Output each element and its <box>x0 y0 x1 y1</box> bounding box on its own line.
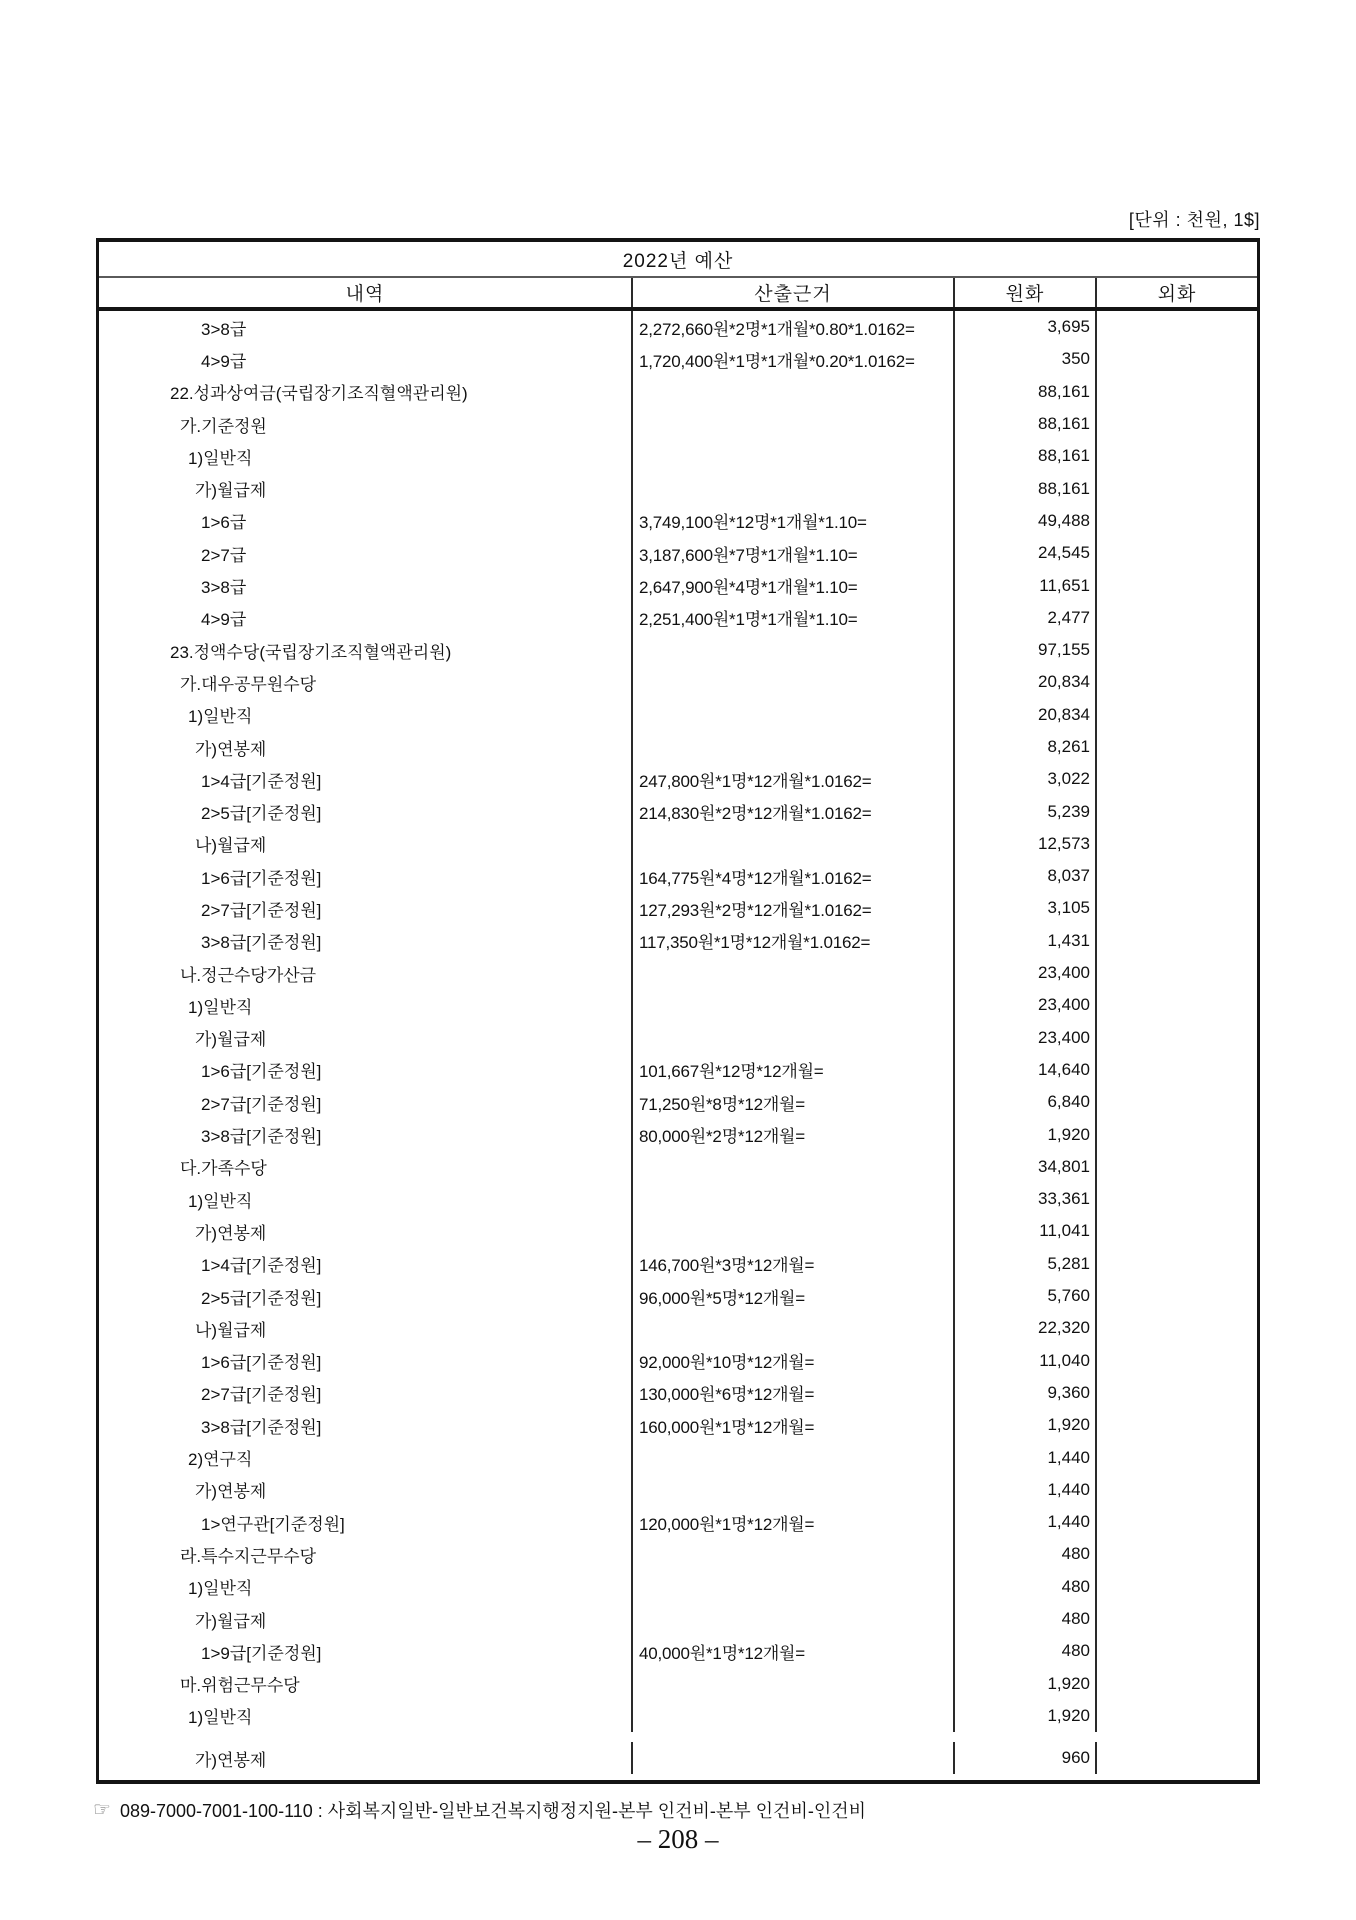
row-calculation: 1,720,400원*1명*1개월*0.20*1.0162= <box>633 343 955 375</box>
row-label: 4>9급 <box>99 343 633 375</box>
row-label: 1)일반직 <box>99 989 633 1021</box>
page-number: – 208 – <box>637 1824 719 1854</box>
row-fx-amount <box>1097 1700 1257 1732</box>
table-row <box>99 1118 1257 1150</box>
table-row <box>99 1603 1257 1635</box>
table-row <box>99 1506 1257 1538</box>
row-label: 2>5급[기준정원] <box>99 1280 633 1312</box>
row-krw-amount: 6,840 <box>955 1086 1097 1118</box>
table-row <box>99 602 1257 634</box>
row-krw-amount: 1,920 <box>955 1409 1097 1441</box>
row-label: 가)월급제 <box>99 1603 633 1635</box>
row-fx-amount <box>1097 1409 1257 1441</box>
row-krw-amount: 11,041 <box>955 1215 1097 1247</box>
row-label: 2)연구직 <box>99 1441 633 1473</box>
row-fx-amount <box>1097 925 1257 957</box>
row-fx-amount <box>1097 1054 1257 1086</box>
table-row <box>99 311 1257 343</box>
row-calculation <box>633 408 955 440</box>
row-calculation <box>633 1183 955 1215</box>
table-row <box>99 1215 1257 1247</box>
footnote <box>93 1797 866 1823</box>
row-calculation: 214,830원*2명*12개월*1.0162= <box>633 795 955 827</box>
row-calculation <box>633 666 955 698</box>
table-row <box>99 376 1257 408</box>
table-row <box>99 505 1257 537</box>
row-fx-amount <box>1097 860 1257 892</box>
row-fx-amount <box>1097 1215 1257 1247</box>
row-label: 2>7급[기준정원] <box>99 1086 633 1118</box>
row-fx-amount <box>1097 731 1257 763</box>
row-krw-amount: 3,022 <box>955 763 1097 795</box>
row-fx-amount <box>1097 1474 1257 1506</box>
row-calculation <box>633 1667 955 1699</box>
row-fx-amount <box>1097 408 1257 440</box>
row-krw-amount: 88,161 <box>955 408 1097 440</box>
row-krw-amount: 14,640 <box>955 1054 1097 1086</box>
row-label: 1)일반직 <box>99 440 633 472</box>
row-label: 가)연봉제 <box>99 731 633 763</box>
table-row <box>99 1312 1257 1344</box>
row-krw-amount: 88,161 <box>955 376 1097 408</box>
table-row <box>99 731 1257 763</box>
table-row <box>99 472 1257 504</box>
row-krw-amount: 5,760 <box>955 1280 1097 1312</box>
row-krw-amount: 11,651 <box>955 569 1097 601</box>
row-fx-amount <box>1097 1248 1257 1280</box>
row-calculation: 80,000원*2명*12개월= <box>633 1118 955 1150</box>
row-fx-amount <box>1097 1312 1257 1344</box>
row-label: 가)연봉제 <box>99 1474 633 1506</box>
column-header-detail: 내역 <box>99 278 633 307</box>
row-fx-amount <box>1097 1345 1257 1377</box>
row-fx-amount <box>1097 569 1257 601</box>
row-label: 나.정근수당가산금 <box>99 957 633 989</box>
row-label: 3>8급 <box>99 311 633 343</box>
row-calculation: 96,000원*5명*12개월= <box>633 1280 955 1312</box>
row-calculation <box>633 989 955 1021</box>
table-row <box>99 860 1257 892</box>
row-krw-amount: 480 <box>955 1635 1097 1667</box>
row-calculation: 40,000원*1명*12개월= <box>633 1635 955 1667</box>
row-fx-amount <box>1097 1538 1257 1570</box>
row-calculation: 3,749,100원*12명*1개월*1.10= <box>633 505 955 537</box>
row-fx-amount <box>1097 989 1257 1021</box>
table-row <box>99 1345 1257 1377</box>
row-krw-amount: 9,360 <box>955 1377 1097 1409</box>
table-title: 2022년 예산 <box>99 242 1257 278</box>
table-row <box>99 763 1257 795</box>
row-fx-amount <box>1097 666 1257 698</box>
row-krw-amount: 33,361 <box>955 1183 1097 1215</box>
table-row <box>99 828 1257 860</box>
row-label: 3>8급[기준정원] <box>99 1409 633 1441</box>
table-row <box>99 1700 1257 1732</box>
column-header-calculation: 산출근거 <box>633 278 955 307</box>
row-calculation: 2,251,400원*1명*1개월*1.10= <box>633 602 955 634</box>
row-fx-amount <box>1097 1441 1257 1473</box>
row-fx-amount <box>1097 311 1257 343</box>
row-krw-amount: 5,281 <box>955 1248 1097 1280</box>
row-label: 23.정액수당(국립장기조직혈액관리원) <box>99 634 633 666</box>
row-fx-amount <box>1097 892 1257 924</box>
row-calculation: 2,272,660원*2명*1개월*0.80*1.0162= <box>633 311 955 343</box>
row-fx-amount <box>1097 1742 1257 1774</box>
row-calculation: 164,775원*4명*12개월*1.0162= <box>633 860 955 892</box>
table-row <box>99 957 1257 989</box>
row-label: 나)월급제 <box>99 1312 633 1344</box>
row-calculation <box>633 1022 955 1054</box>
row-calculation <box>633 1215 955 1247</box>
row-label: 1)일반직 <box>99 1183 633 1215</box>
row-krw-amount: 49,488 <box>955 505 1097 537</box>
row-label: 가)월급제 <box>99 472 633 504</box>
row-label: 2>7급[기준정원] <box>99 892 633 924</box>
row-krw-amount: 8,261 <box>955 731 1097 763</box>
table-row <box>99 666 1257 698</box>
row-calculation <box>633 699 955 731</box>
row-krw-amount: 5,239 <box>955 795 1097 827</box>
unit-label: [단위 : 천원, 1$] <box>1128 210 1260 230</box>
row-calculation: 3,187,600원*7명*1개월*1.10= <box>633 537 955 569</box>
row-label: 1>연구관[기준정원] <box>99 1506 633 1538</box>
row-fx-amount <box>1097 699 1257 731</box>
row-krw-amount: 34,801 <box>955 1151 1097 1183</box>
table-row <box>99 1474 1257 1506</box>
table-row <box>99 537 1257 569</box>
row-fx-amount <box>1097 537 1257 569</box>
row-fx-amount <box>1097 763 1257 795</box>
row-fx-amount <box>1097 1151 1257 1183</box>
table-row <box>99 1667 1257 1699</box>
table-row <box>99 925 1257 957</box>
row-calculation: 2,647,900원*4명*1개월*1.10= <box>633 569 955 601</box>
row-krw-amount: 1,920 <box>955 1118 1097 1150</box>
row-krw-amount: 20,834 <box>955 666 1097 698</box>
table-row <box>99 1248 1257 1280</box>
row-calculation <box>633 440 955 472</box>
table-row <box>99 989 1257 1021</box>
column-header-krw: 원화 <box>955 278 1097 307</box>
table-row <box>99 1538 1257 1570</box>
row-calculation <box>633 1474 955 1506</box>
row-fx-amount <box>1097 1118 1257 1150</box>
pointing-hand-icon: ☞ <box>93 1799 111 1821</box>
row-calculation: 247,800원*1명*12개월*1.0162= <box>633 763 955 795</box>
row-calculation <box>633 376 955 408</box>
row-label: 1)일반직 <box>99 699 633 731</box>
row-fx-amount <box>1097 634 1257 666</box>
table-body <box>99 311 1257 1780</box>
row-calculation: 120,000원*1명*12개월= <box>633 1506 955 1538</box>
row-label: 1>6급 <box>99 505 633 537</box>
row-fx-amount <box>1097 1603 1257 1635</box>
row-label: 1>9급[기준정원] <box>99 1635 633 1667</box>
row-fx-amount <box>1097 343 1257 375</box>
row-krw-amount: 1,920 <box>955 1667 1097 1699</box>
footnote-text: 089-7000-7001-100-110 : 사회복지일반-일반보건복지행정지원-본부 인건비-본부 인건비-인건비 <box>119 1801 866 1821</box>
table-row <box>99 1571 1257 1603</box>
row-krw-amount: 1,440 <box>955 1474 1097 1506</box>
row-fx-amount <box>1097 1635 1257 1667</box>
table-row <box>99 1183 1257 1215</box>
row-fx-amount <box>1097 828 1257 860</box>
row-krw-amount: 1,431 <box>955 925 1097 957</box>
column-header-fx: 외화 <box>1157 284 1197 305</box>
table-row <box>99 569 1257 601</box>
row-fx-amount <box>1097 795 1257 827</box>
row-label: 다.가족수당 <box>99 1151 633 1183</box>
row-label: 2>7급[기준정원] <box>99 1377 633 1409</box>
table-row <box>99 795 1257 827</box>
row-label: 라.특수지근무수당 <box>99 1538 633 1570</box>
row-calculation: 130,000원*6명*12개월= <box>633 1377 955 1409</box>
row-krw-amount: 960 <box>955 1742 1097 1774</box>
row-krw-amount: 97,155 <box>955 634 1097 666</box>
row-fx-amount <box>1097 1086 1257 1118</box>
row-calculation <box>633 1571 955 1603</box>
row-label: 1)일반직 <box>99 1571 633 1603</box>
row-calculation <box>633 1742 955 1774</box>
budget-table <box>96 238 1260 1784</box>
table-row <box>99 1441 1257 1473</box>
row-calculation <box>633 1700 955 1732</box>
row-calculation: 146,700원*3명*12개월= <box>633 1248 955 1280</box>
row-calculation: 101,667원*12명*12개월= <box>633 1054 955 1086</box>
row-krw-amount: 480 <box>955 1571 1097 1603</box>
row-krw-amount: 11,040 <box>955 1345 1097 1377</box>
row-calculation <box>633 828 955 860</box>
row-krw-amount: 24,545 <box>955 537 1097 569</box>
row-label: 4>9급 <box>99 602 633 634</box>
row-calculation <box>633 957 955 989</box>
row-krw-amount: 2,477 <box>955 602 1097 634</box>
table-row <box>99 892 1257 924</box>
row-label: 1>6급[기준정원] <box>99 1054 633 1086</box>
row-label: 3>8급 <box>99 569 633 601</box>
row-fx-amount <box>1097 1571 1257 1603</box>
row-krw-amount: 480 <box>955 1538 1097 1570</box>
table-row <box>99 1635 1257 1667</box>
row-calculation <box>633 1538 955 1570</box>
row-fx-amount <box>1097 472 1257 504</box>
row-label: 1)일반직 <box>99 1700 633 1732</box>
row-krw-amount: 20,834 <box>955 699 1097 731</box>
row-krw-amount: 480 <box>955 1603 1097 1635</box>
row-fx-amount <box>1097 957 1257 989</box>
row-label: 1>4급[기준정원] <box>99 1248 633 1280</box>
table-row <box>99 1409 1257 1441</box>
row-label: 가)월급제 <box>99 1022 633 1054</box>
table-row <box>99 440 1257 472</box>
row-calculation: 127,293원*2명*12개월*1.0162= <box>633 892 955 924</box>
table-row <box>99 408 1257 440</box>
row-calculation: 160,000원*1명*12개월= <box>633 1409 955 1441</box>
row-krw-amount: 350 <box>955 343 1097 375</box>
row-fx-amount <box>1097 440 1257 472</box>
table-row <box>99 634 1257 666</box>
table-row <box>99 1086 1257 1118</box>
row-label: 가)연봉제 <box>99 1215 633 1247</box>
row-krw-amount: 23,400 <box>955 957 1097 989</box>
row-fx-amount <box>1097 1280 1257 1312</box>
row-label: 가)연봉제 <box>99 1742 633 1774</box>
row-fx-amount <box>1097 602 1257 634</box>
row-fx-amount <box>1097 376 1257 408</box>
row-calculation: 92,000원*10명*12개월= <box>633 1345 955 1377</box>
row-label: 가.기준정원 <box>99 408 633 440</box>
row-label: 1>4급[기준정원] <box>99 763 633 795</box>
row-krw-amount: 88,161 <box>955 440 1097 472</box>
row-krw-amount: 1,440 <box>955 1441 1097 1473</box>
row-calculation <box>633 1312 955 1344</box>
table-row <box>99 1377 1257 1409</box>
row-calculation <box>633 1151 955 1183</box>
row-krw-amount: 88,161 <box>955 472 1097 504</box>
row-label: 1>6급[기준정원] <box>99 1345 633 1377</box>
row-calculation <box>633 1441 955 1473</box>
table-row <box>99 1151 1257 1183</box>
row-label: 나)월급제 <box>99 828 633 860</box>
row-krw-amount: 8,037 <box>955 860 1097 892</box>
row-label: 2>5급[기준정원] <box>99 795 633 827</box>
row-krw-amount: 3,695 <box>955 311 1097 343</box>
row-fx-amount <box>1097 1506 1257 1538</box>
row-calculation: 117,350원*1명*12개월*1.0162= <box>633 925 955 957</box>
row-krw-amount: 23,400 <box>955 1022 1097 1054</box>
row-fx-amount <box>1097 1667 1257 1699</box>
row-calculation <box>633 731 955 763</box>
row-fx-amount <box>1097 1377 1257 1409</box>
row-fx-amount <box>1097 1022 1257 1054</box>
table-row <box>99 1280 1257 1312</box>
row-krw-amount: 1,920 <box>955 1700 1097 1732</box>
table-row <box>99 699 1257 731</box>
row-label: 3>8급[기준정원] <box>99 925 633 957</box>
row-calculation: 71,250원*8명*12개월= <box>633 1086 955 1118</box>
row-krw-amount: 3,105 <box>955 892 1097 924</box>
row-label: 마.위험근무수당 <box>99 1667 633 1699</box>
row-krw-amount: 1,440 <box>955 1506 1097 1538</box>
table-row <box>99 1742 1257 1774</box>
row-krw-amount: 12,573 <box>955 828 1097 860</box>
row-calculation <box>633 1603 955 1635</box>
row-calculation <box>633 472 955 504</box>
table-row <box>99 1022 1257 1054</box>
row-fx-amount <box>1097 1183 1257 1215</box>
row-label: 2>7급 <box>99 537 633 569</box>
table-row <box>99 1054 1257 1086</box>
row-fx-amount <box>1097 505 1257 537</box>
row-krw-amount: 22,320 <box>955 1312 1097 1344</box>
row-calculation <box>633 634 955 666</box>
row-label: 22.성과상여금(국립장기조직혈액관리원) <box>99 376 633 408</box>
table-header-row <box>99 278 1257 311</box>
row-label: 가.대우공무원수당 <box>99 666 633 698</box>
row-label: 1>6급[기준정원] <box>99 860 633 892</box>
row-krw-amount: 23,400 <box>955 989 1097 1021</box>
table-row <box>99 343 1257 375</box>
row-label: 3>8급[기준정원] <box>99 1118 633 1150</box>
